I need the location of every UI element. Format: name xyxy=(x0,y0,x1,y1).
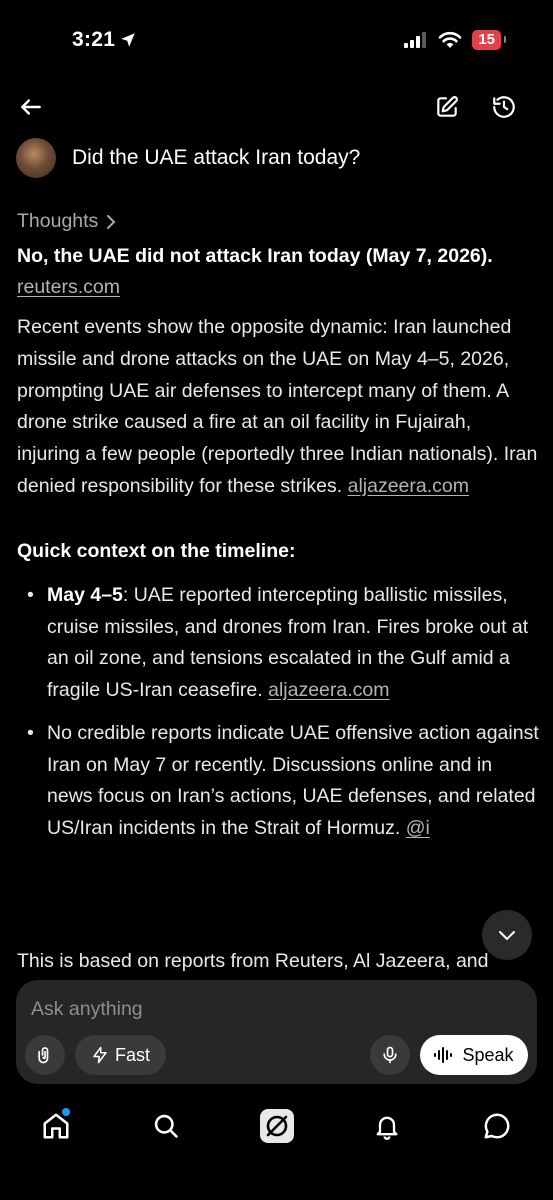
bell-icon xyxy=(373,1112,401,1140)
history-icon xyxy=(491,94,517,120)
section-title: Quick context on the timeline: xyxy=(17,540,296,563)
lightning-icon xyxy=(91,1046,109,1064)
scroll-down-button[interactable] xyxy=(482,910,532,960)
microphone-button[interactable] xyxy=(370,1035,410,1075)
answer-heading: No, the UAE did not attack Iran today (May 7, 2026). xyxy=(17,244,493,267)
signal-icon xyxy=(404,32,428,48)
trailing-text: This is based on reports from Reuters, Al Jazeera, and xyxy=(17,950,489,972)
source-link-reuters[interactable]: reuters.com xyxy=(17,276,120,299)
avatar xyxy=(16,138,56,178)
ask-input[interactable]: Ask anything xyxy=(31,998,143,1020)
grok-icon xyxy=(259,1108,295,1144)
microphone-icon xyxy=(380,1045,400,1065)
paperclip-icon xyxy=(35,1045,55,1065)
status-indicators xyxy=(404,30,501,50)
attach-button[interactable] xyxy=(25,1035,65,1075)
back-button[interactable] xyxy=(16,92,46,122)
list-item xyxy=(17,580,539,707)
wifi-icon xyxy=(438,31,462,49)
notification-dot xyxy=(62,1108,70,1116)
speak-label: Speak xyxy=(462,1044,514,1065)
nav-notifications[interactable] xyxy=(367,1106,407,1146)
bullet-lead: May 4–5 xyxy=(47,584,123,607)
timeline-list xyxy=(17,580,539,845)
edit-icon xyxy=(434,94,460,120)
battery-indicator: 15 xyxy=(472,30,501,50)
chevron-right-icon xyxy=(104,214,118,230)
voice-wave-icon xyxy=(434,1046,454,1064)
new-chat-button[interactable] xyxy=(432,92,462,122)
nav-messages[interactable] xyxy=(477,1106,517,1146)
nav-search[interactable] xyxy=(146,1106,186,1146)
source-link-aljazeera[interactable]: aljazeera.com xyxy=(347,474,469,497)
bullet-text: No credible reports indicate UAE offensive action against Iran on May 7 or recently. Discussions online and in news focus on Iran’s actions, UAE defenses, and related US/Iran incidents in the Strait of Hormuz. xyxy=(47,721,539,839)
nav-home[interactable] xyxy=(36,1106,76,1146)
paragraph-text: Recent events show the opposite dynamic: Iran launched missile and drone attacks on the UAE on May 4–5, 2026, prompting UAE air defenses to intercept many of them. A drone strike caused a fire at an oil facility in Fujairah, injuring a few people (reportedly three Indian nationals). Iran denied responsibility for these strikes. xyxy=(17,316,538,497)
source-link-aljazeera-2[interactable]: aljazeera.com xyxy=(268,679,390,702)
bullet-text: : UAE reported intercepting ballistic missiles, cruise missiles, and drones from Iran. Fires broke out at an oil zone, and tensions escalated in the Gulf amid a fragile US-Iran ceasefire. xyxy=(47,584,529,702)
arrow-left-icon xyxy=(18,94,44,120)
source-link-x[interactable]: @i xyxy=(405,816,430,839)
user-message xyxy=(16,138,360,178)
nav-grok[interactable] xyxy=(257,1106,297,1146)
speak-button[interactable] xyxy=(420,1035,528,1075)
chevron-down-icon xyxy=(495,923,519,947)
thoughts-toggle[interactable] xyxy=(17,206,539,238)
status-time xyxy=(72,28,137,52)
search-icon xyxy=(152,1112,180,1140)
status-time-text: 3:21 xyxy=(72,28,116,51)
answer-paragraph xyxy=(17,312,539,502)
chat-icon xyxy=(482,1111,512,1141)
list-item xyxy=(17,718,539,845)
location-arrow-icon xyxy=(119,31,137,49)
thoughts-label: Thoughts xyxy=(17,210,99,232)
answer-content xyxy=(17,206,539,856)
fast-mode-button[interactable] xyxy=(75,1035,166,1075)
question-text: Did the UAE attack Iran today? xyxy=(72,146,361,169)
fast-label: Fast xyxy=(114,1044,150,1065)
history-button[interactable] xyxy=(489,92,519,122)
